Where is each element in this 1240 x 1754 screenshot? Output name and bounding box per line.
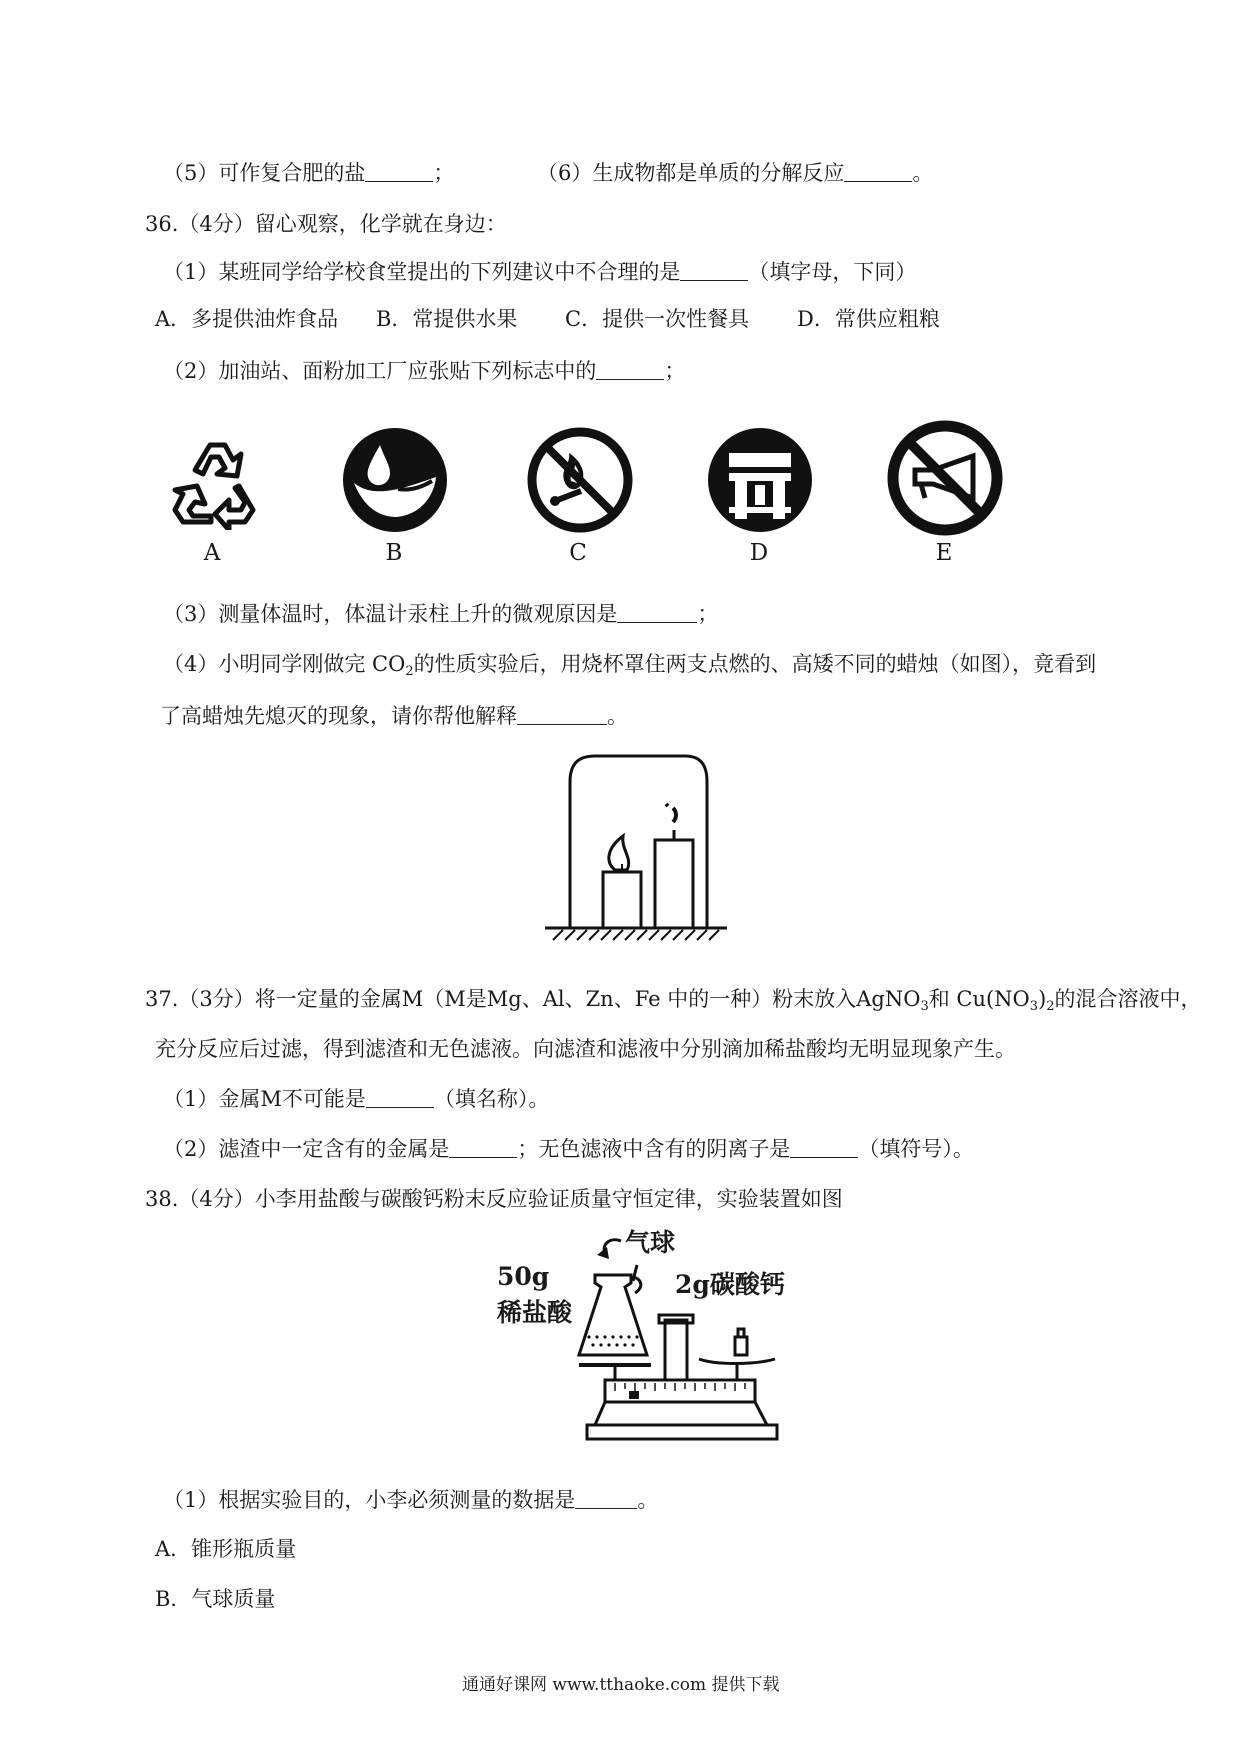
page-footer: 通通好课网 www.tthaoke.com 提供下载 (462, 1675, 780, 1695)
q36-option-c: C．提供一次性餐具 (565, 307, 750, 331)
q35-item5: （5）可作复合肥的盐 ； (163, 161, 455, 185)
q38-header: 38.（4分）小李用盐酸与碳酸钙粉末反应验证质量守恒定律，实验装置如图 (145, 1187, 843, 1211)
answer-blank[interactable] (844, 161, 912, 182)
q36-part2: （2）加油站、面粉加工厂应张贴下列标志中的 ； (163, 359, 686, 383)
answer-blank[interactable] (596, 359, 664, 380)
q37-line2: 充分反应后过滤，得到滤渣和无色滤液。向滤渣和滤液中分别滴加稀盐酸均无明显现象产生。 (155, 1037, 1016, 1061)
candle-beaker-figure (535, 752, 735, 942)
q36-part1: （1）某班同学给学校食堂提出的下列建议中不合理的是 （填字母，下同） (163, 260, 917, 284)
sign-recycle-icon (165, 430, 265, 530)
q36-header: 36.（4分）留心观察，化学就在身边： (145, 212, 507, 236)
q36-option-d: D．常供应粗粮 (797, 307, 940, 331)
answer-blank[interactable] (790, 1137, 858, 1158)
figure-label-caco3: 2g碳酸钙 (675, 1270, 785, 1299)
q36-part4-line2: 了高蜡烛先熄灭的现象，请你帮他解释 。 (160, 704, 628, 728)
sign-green-food-icon (705, 425, 815, 535)
sign-water-saving-icon (340, 425, 450, 535)
q38-part1: （1）根据实验目的，小李必须测量的数据是 。 (163, 1488, 659, 1512)
q36-part3: （3）测量体温时，体温计汞柱上升的微观原因是 ； (163, 602, 719, 626)
figure-label-acid-name: 稀盐酸 (497, 1298, 573, 1327)
sign-label-a: A (203, 540, 221, 566)
answer-blank[interactable] (617, 602, 697, 623)
answer-blank[interactable] (366, 1087, 434, 1108)
answer-blank[interactable] (449, 1137, 517, 1158)
q37-line1: 37.（3分）将一定量的金属M（M是Mg、Al、Zn、Fe 中的一种）粉末放入AgNO$_3$和 $Cu(NO_3)_2$的混合溶液中， (145, 987, 1202, 1014)
figure-label-acid-mass: 50g (497, 1262, 550, 1291)
q37-part1: （1）金属M不可能是 （填名称）。 (163, 1087, 550, 1111)
q38-option-b: B．气球质量 (155, 1587, 276, 1611)
sign-label-d: D (749, 540, 769, 566)
sign-label-e: E (935, 540, 953, 566)
figure-label-balloon: 气球 (625, 1228, 676, 1257)
answer-blank[interactable] (365, 161, 433, 182)
sign-label-c: C (569, 540, 587, 566)
answer-blank[interactable] (680, 260, 748, 281)
q36-part4-line1: （4）小明同学刚做完 $CO_2$的性质实验后，用烧杯罩住两支点燃的、高矮不同的蜡烛（如图），竟看到 (163, 652, 1097, 679)
sign-no-horn-icon (885, 418, 1005, 538)
q38-option-a: A．锥形瓶质量 (155, 1537, 297, 1561)
balance-flask-figure (575, 1225, 790, 1450)
sign-label-b: B (385, 540, 403, 566)
q36-option-a: A．多提供油炸食品 (155, 307, 339, 331)
q37-part2: （2）滤渣中一定含有的金属是 ；无色滤液中含有的阴离子是 （填符号）。 (163, 1137, 974, 1161)
q36-option-b: B．常提供水果 (376, 307, 518, 331)
sign-no-fire-icon (525, 425, 635, 535)
q35-item6: （6）生成物都是单质的分解反应 。 (537, 161, 934, 185)
answer-blank[interactable] (517, 704, 607, 725)
answer-blank[interactable] (575, 1488, 637, 1509)
